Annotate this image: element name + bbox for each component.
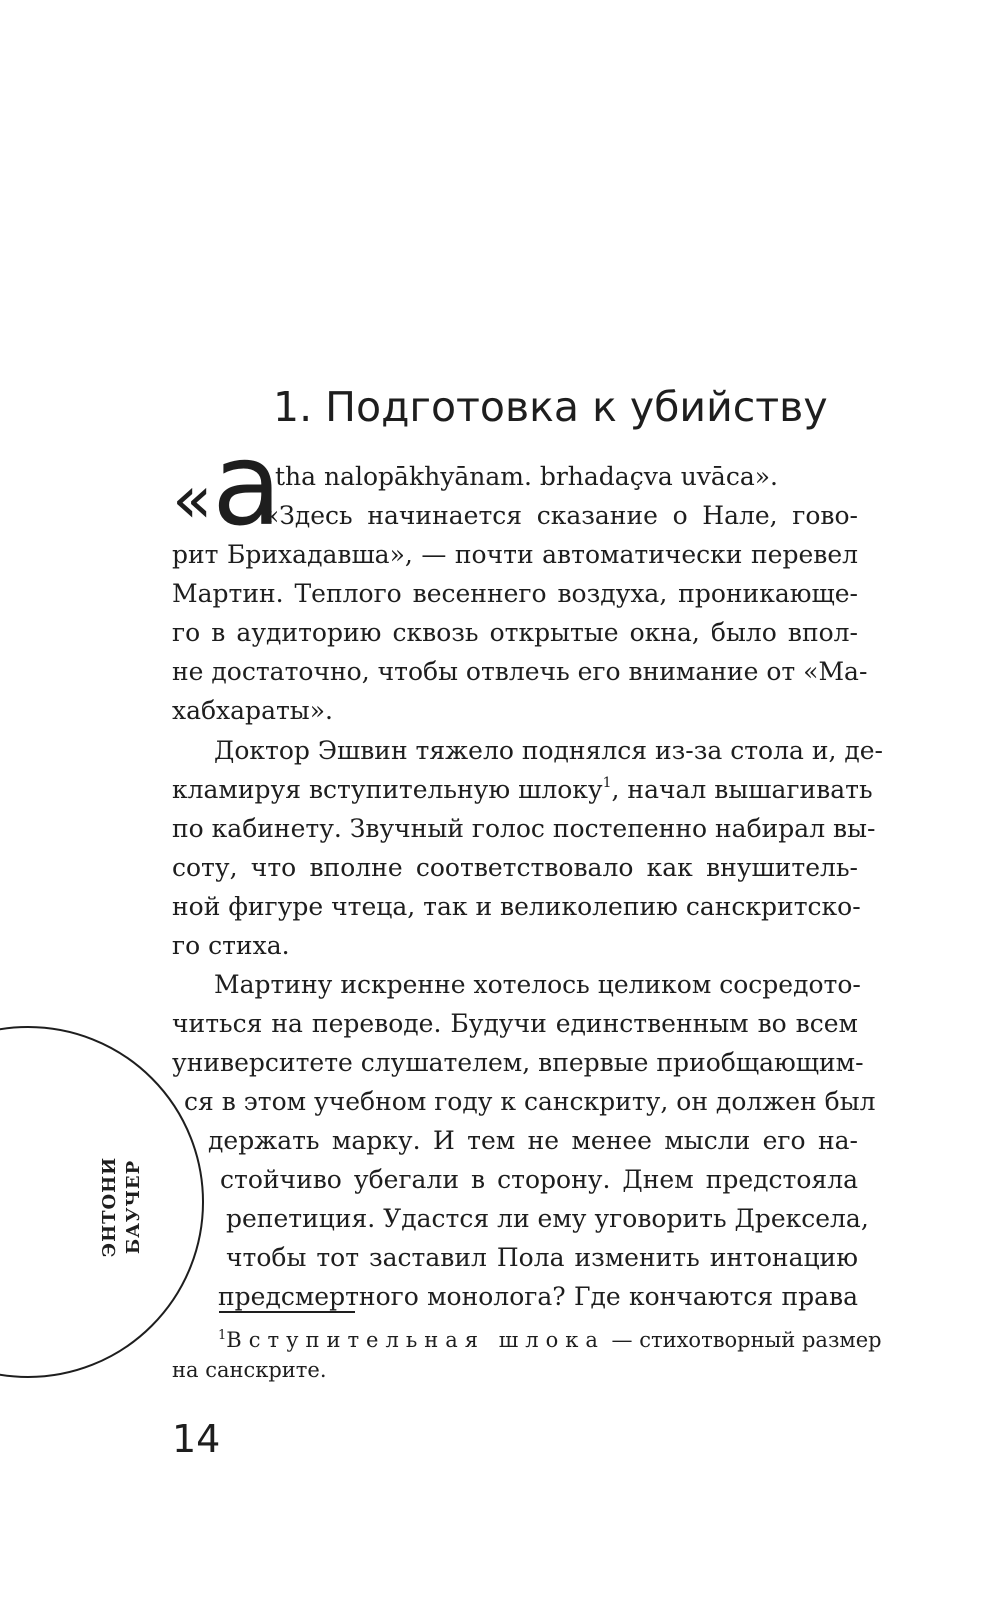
text-line: держать марку. И тем не менее мысли его на- — [208, 1126, 858, 1155]
running-author — [98, 1147, 156, 1267]
text-line: «Здесь начинается сказание о Нале, гово- — [264, 501, 858, 530]
text-line: Мартину искренне хотелось целиком сосредото- — [214, 970, 861, 999]
drop-cap-quote: « — [172, 461, 213, 538]
text-line: предсмертного монолога? Где кончаются права — [218, 1282, 858, 1311]
page-number: 14 — [172, 1417, 221, 1461]
text-line: Мартин. Теплого весеннего воздуха, проникающе- — [172, 579, 858, 608]
text-line: репетиция. Удастся ли ему уговорить Дрексела, — [226, 1204, 869, 1233]
text-line: стойчиво убегали в сторону. Днем предстояла — [220, 1165, 858, 1194]
text-line: Доктор Эшвин тяжело поднялся из-за стола и, де- — [214, 736, 884, 765]
text-line: университете слушателем, впервые приобщающим- — [172, 1048, 864, 1077]
footnote-mark: 1 — [218, 1328, 227, 1343]
author-first-name: ЭНТОНИ — [99, 1156, 120, 1258]
footnote-reference[interactable]: 1 — [602, 775, 612, 791]
text-line — [172, 775, 873, 805]
chapter-title: 1. Подготовка к убийству — [273, 383, 828, 431]
text-line: ной фигуре чтеца, так и великолепию санскритско- — [172, 892, 861, 921]
footnote-line: на санскрите. — [172, 1358, 327, 1382]
text-line: чтобы тот заставил Пола изменить интонацию — [226, 1243, 858, 1272]
text-fragment: кламируя вступительную шлоку — [172, 775, 603, 804]
text-fragment: , начал вышагивать — [611, 775, 873, 804]
drop-cap-letter: a — [212, 418, 282, 551]
text-line: соту, что вполне соответствовало как внушитель- — [172, 853, 858, 882]
footnote-line — [218, 1327, 882, 1353]
footnote-text: — стихотворный размер — [604, 1328, 882, 1352]
text-line: не достаточно, чтобы отвлечь его внимание от «Ма- — [172, 657, 868, 686]
text-line: ся в этом учебном году к санскриту, он должен был — [184, 1087, 876, 1116]
text-line: по кабинету. Звучный голос постепенно набирал вы- — [172, 814, 876, 843]
text-line: го в аудиторию сквозь открытые окна, было впол- — [172, 618, 858, 647]
text-line: хабхараты». — [172, 696, 333, 725]
text-line: рит Брихадавша», — почти автоматически перевел — [172, 540, 858, 569]
footnote-term: Вступительная шлока — [226, 1328, 605, 1352]
text-segment — [172, 775, 612, 805]
text-line: tha nalopākhyānam. brhadaçva uvāca». — [275, 462, 778, 491]
text-line: го стиха. — [172, 931, 290, 960]
author-last-name: БАУЧЕР — [123, 1159, 144, 1255]
footnote-divider — [219, 1311, 355, 1313]
text-line: читься на переводе. Будучи единственным во всем — [172, 1009, 858, 1038]
